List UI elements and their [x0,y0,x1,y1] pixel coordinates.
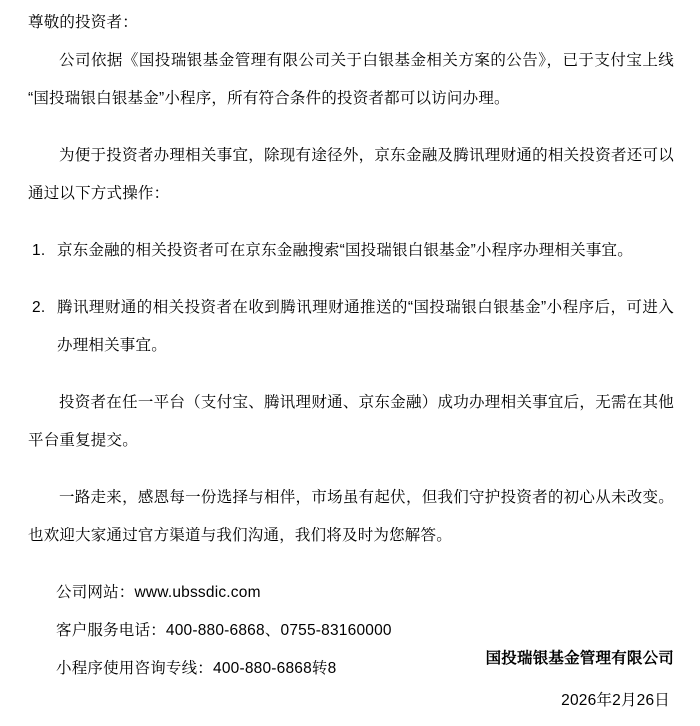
list-item [32,289,674,365]
signature-company-name: 国投瑞银基金管理有限公司 [485,650,674,667]
list-item-text: 腾讯理财通的相关投资者在收到腾讯理财通推送的“国投瑞银白银基金”小程序后，可进入办理相关事宜。 [57,299,674,354]
contact-service-phone: 客户服务电话：400-880-6868、0755-83160000 [56,622,392,639]
salutation: 尊敬的投资者： [28,14,138,31]
document-body [28,0,674,688]
list-item-marker: 1. [32,242,46,259]
paragraph-no-duplicate-submission: 投资者在任一平台（支付宝、腾讯理财通、京东金融）成功办理相关事宜后，无需在其他平台重复提交。 [28,394,674,449]
paragraph-closing-thanks: 一路走来，感恩每一份选择与相伴，市场虽有起伏，但我们守护投资者的初心从未改变。也欢迎大家通过官方渠道与我们沟通，我们将及时为您解答。 [28,489,674,544]
contact-website: 公司网站：www.ubssdic.com [56,584,261,601]
list-item-text: 京东金融的相关投资者可在京东金融搜索“国投瑞银白银基金”小程序办理相关事宜。 [57,242,633,259]
list-item [32,232,674,270]
paragraph-intro-alipay: 公司依据《国投瑞银基金管理有限公司关于白银基金相关方案的公告》，已于支付宝上线“国投瑞银白银基金”小程序，所有符合条件的投资者都可以访问办理。 [28,52,674,107]
paragraph-other-channels: 为便于投资者办理相关事宜，除现有途径外，京东金融及腾讯理财通的相关投资者还可以通过以下方式操作： [28,147,674,202]
signature-block [486,642,674,718]
contact-miniprogram-hotline: 小程序使用咨询专线：400-880-6868转8 [56,660,337,677]
list-item-marker: 2. [32,299,46,316]
channel-list [28,232,674,365]
signature-date: 2026年2月26日 [561,692,670,709]
